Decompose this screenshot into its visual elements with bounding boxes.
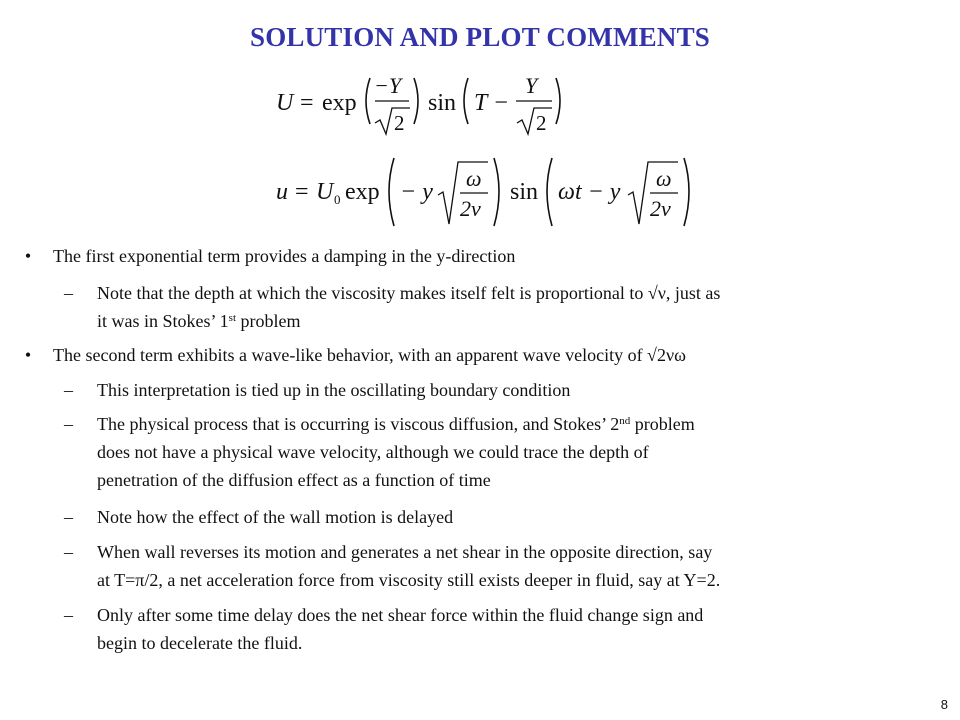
sub-bullet-decelerate	[64, 601, 917, 657]
eq2-equals: =	[295, 179, 309, 205]
superscript: nd	[619, 415, 631, 427]
page-number: 8	[940, 697, 948, 712]
sub-bullet-diffusion	[64, 410, 917, 494]
sub-bullet-line-1: Only after some time delay does the net shear force within the fluid change sign and	[97, 605, 704, 625]
eq2-twonu-a: 2ν	[460, 196, 481, 221]
sub-bullet-line-2	[97, 307, 917, 335]
sub-bullet-line-1	[97, 410, 917, 438]
eq1-exp: exp	[322, 90, 357, 116]
eq2-omega-t: ωt − y	[558, 179, 621, 205]
dash-marker: –	[64, 507, 73, 527]
sub-bullet-text: problem	[630, 414, 695, 434]
eq2-twonu-b: 2ν	[650, 196, 671, 221]
bullet-marker: •	[24, 246, 32, 266]
eq1-t-minus: T −	[474, 90, 510, 116]
eq2-omega-b: ω	[656, 166, 672, 191]
sub-bullet-line-1: Note that the depth at which the viscosity makes itself felt is proportional to √ν, just as	[97, 283, 721, 303]
eq2-exp: exp	[345, 179, 380, 205]
sub-bullet-interpretation	[64, 376, 917, 404]
dash-marker: –	[64, 380, 73, 400]
dash-marker: –	[64, 414, 73, 434]
eq1-sqrt2-a: 2	[394, 111, 405, 135]
sub-bullet-text: it was in Stokes’ 1	[97, 311, 229, 331]
dash-marker: –	[64, 542, 73, 562]
superscript: st	[228, 312, 237, 324]
bullet-damping	[24, 242, 913, 270]
eq1-y: Y	[525, 73, 538, 98]
eq1-neg-y: −Y	[374, 73, 402, 98]
dash-marker: –	[64, 283, 73, 303]
sub-bullet-line-1: When wall reverses its motion and generates a net shear in the opposite direction, say	[97, 542, 713, 562]
eq2-sub0: 0	[334, 192, 341, 207]
sub-bullet-text: This interpretation is tied up in the oscillating boundary condition	[97, 380, 571, 400]
eq2-minus-y: − y	[400, 179, 433, 205]
slide-title: SOLUTION AND PLOT COMMENTS	[249, 22, 711, 52]
bullet-marker: •	[24, 345, 32, 365]
sub-bullet-line-3: penetration of the diffusion effect as a function of time	[97, 470, 491, 490]
sub-bullet-line-2: begin to decelerate the fluid.	[97, 633, 303, 653]
sub-bullet-line-2: at T=π/2, a net acceleration force from viscosity still exists deeper in fluid, say at Y=2.	[97, 570, 721, 590]
eq2-sin: sin	[510, 179, 539, 205]
eq1-equals: =	[300, 90, 314, 116]
sub-bullet-depth	[64, 279, 917, 335]
bullet-text: The second term exhibits a wave-like behavior, with an apparent wave velocity of √2νω	[53, 345, 686, 365]
sub-bullet-text: Note how the effect of the wall motion is delayed	[97, 507, 454, 527]
eq1-lhs: U	[276, 90, 294, 116]
eq1-sin: sin	[428, 90, 457, 116]
dash-marker: –	[64, 605, 73, 625]
sub-bullet-line-2: does not have a physical wave velocity, although we could trace the depth of	[97, 442, 649, 462]
bullet-wave	[24, 341, 913, 369]
sub-bullet-text: The physical process that is occurring is viscous diffusion, and Stokes’ 2	[97, 414, 620, 434]
sub-bullet-wall-reverse	[64, 538, 917, 594]
eq2-lhs: u	[276, 179, 288, 205]
eq1-sqrt2-b: 2	[536, 111, 547, 135]
eq2-u0: U	[316, 179, 334, 205]
eq2-omega-a: ω	[466, 166, 482, 191]
sub-bullet-delay	[64, 503, 917, 531]
sub-bullet-text: problem	[236, 311, 301, 331]
bullet-text: The first exponential term provides a damping in the y-direction	[53, 246, 516, 266]
